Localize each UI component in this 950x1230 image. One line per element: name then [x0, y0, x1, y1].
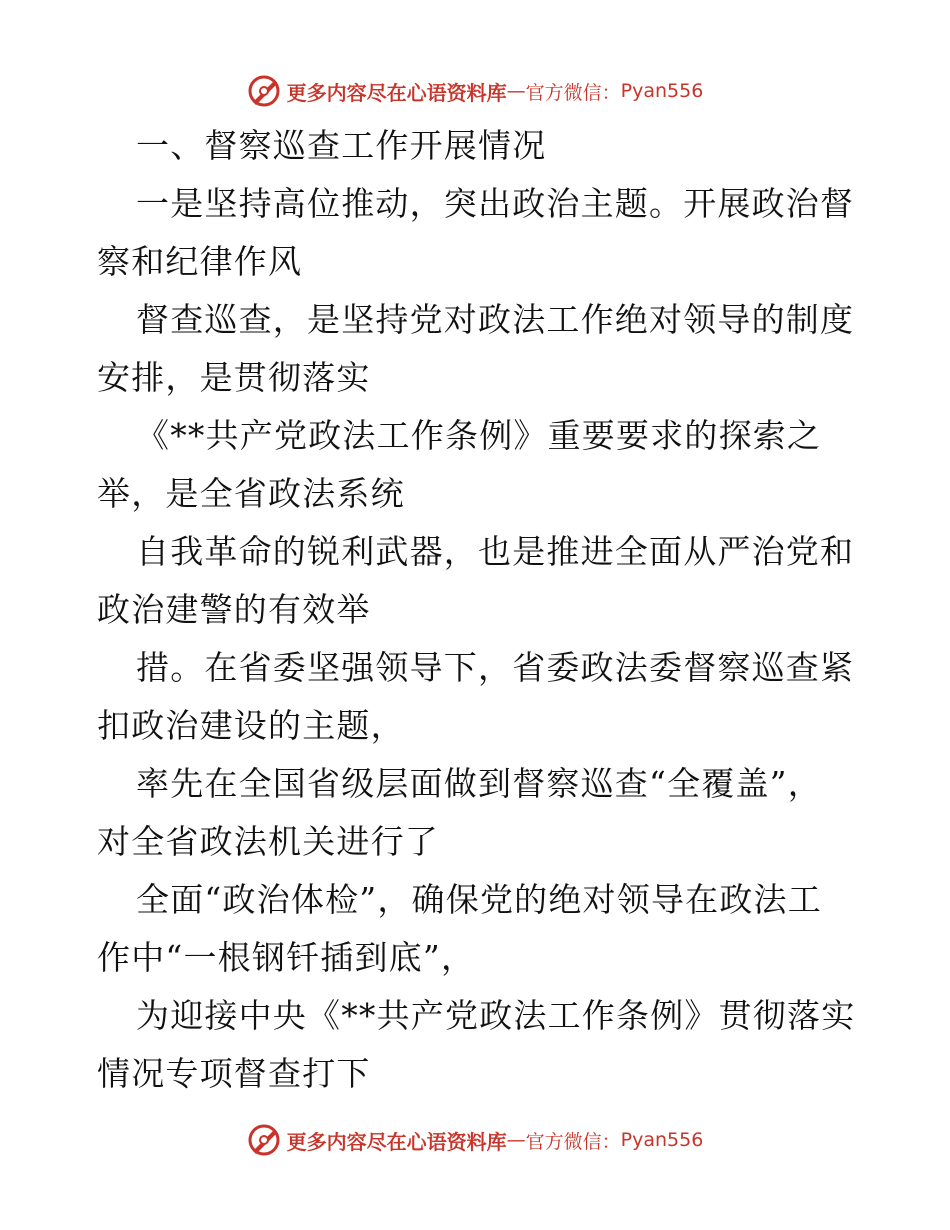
pen-logo-icon — [247, 74, 281, 108]
doc-line: 政治建警的有效举 — [97, 590, 371, 629]
footer-wechat-label: 官方微信： — [525, 1130, 621, 1153]
doc-line: 措。在省委坚强领导下，省委政法委督察巡查紧 — [136, 648, 855, 687]
doc-line: 率先在全国省级层面做到督察巡查“全覆盖”， — [136, 764, 822, 803]
header-dash: — — [506, 80, 526, 102]
doc-line: 督查巡查，是坚持党对政法工作绝对领导的制度 — [136, 300, 855, 339]
footer-watermark-banner — [0, 1118, 950, 1162]
footer-dash: — — [506, 1129, 526, 1151]
doc-line: 安排，是贯彻落实 — [97, 358, 371, 397]
doc-line: 全面“政治体检”，确保党的绝对领导在政法工 — [136, 880, 822, 919]
header-wechat-id: Pyan556 — [620, 80, 704, 102]
doc-line: 《**共产党政法工作条例》重要要求的探索之 — [136, 416, 822, 455]
header-watermark-banner — [0, 69, 950, 113]
doc-line: 一是坚持高位推动，突出政治主题。开展政治督 — [136, 184, 855, 223]
header-site-text: 更多内容尽在心语资料库 — [286, 80, 507, 105]
doc-line: 为迎接中央《**共产党政法工作条例》贯彻落实 — [136, 996, 856, 1035]
header-wechat-label: 官方微信： — [525, 81, 621, 104]
doc-line: 对全省政法机关进行了 — [97, 822, 439, 861]
doc-line: 一、督察巡查工作开展情况 — [136, 126, 547, 165]
doc-line: 自我革命的锐利武器，也是推进全面从严治党和 — [136, 532, 855, 571]
doc-line: 情况专项督查打下 — [97, 1054, 371, 1093]
doc-line: 举，是全省政法系统 — [97, 474, 405, 513]
doc-line: 作中“一根钢钎插到底”， — [97, 938, 476, 977]
pen-logo-icon — [247, 1123, 281, 1157]
footer-site-text: 更多内容尽在心语资料库 — [286, 1129, 507, 1154]
doc-line: 察和纪律作风 — [97, 242, 303, 281]
footer-wechat-id: Pyan556 — [620, 1129, 704, 1151]
doc-line: 扣政治建设的主题， — [97, 706, 405, 745]
